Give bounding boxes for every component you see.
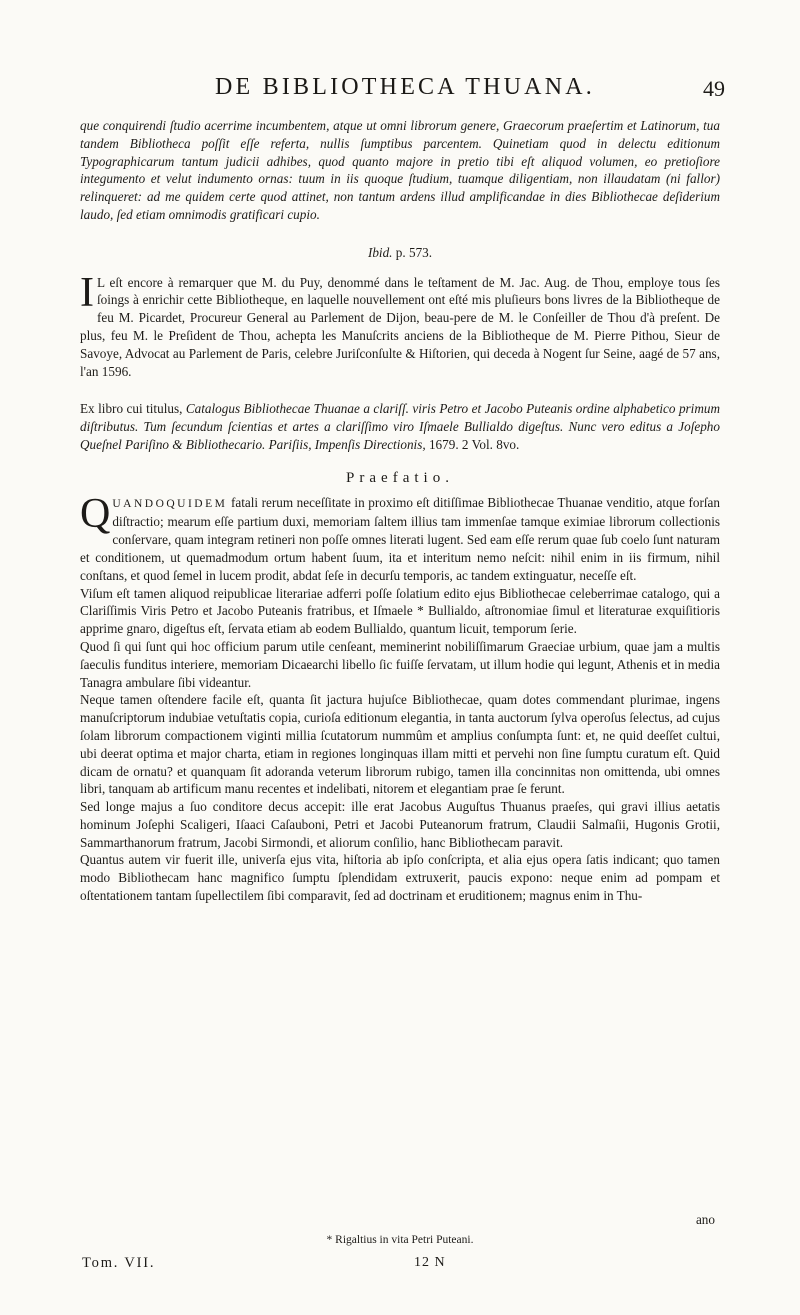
drop-cap-I: I [80, 269, 94, 316]
gathering-mark: 12 N [414, 1255, 446, 1270]
praefatio-paragraph-6: Quantus autem vir fuerit ille, univerſa ejus vita, hiſtoria ab ipſo conſcripta, et alia ejus opera ſatis indicant; quo tamen modo Bibliothecam hanc magnifico ſumptu ſplendidam extruxerit, paucis expono: neque enim ad pompam et oſtentationem tantam ſupellectilem ſibi comparavit, ſed ad doctrinam et eruditionem; magnus enim in Thu- [80, 852, 720, 904]
catalogue-title: Catalogus Bibliothecae Thuanae a clariſſ. viris Petro et Jacobo Puteanis ordine alphabetico primum diſtributus. Tum ſecundum ſcientias et artes a clariſſimo viro Iſmaele Bullialdo digeſtus. Nunc vero editus a Joſepho Queſnel Pariſino & Bibliothecario. Pariſiis, Impenſis Directionis, [80, 401, 720, 452]
french-paragraph [80, 269, 720, 381]
ex-libro-tail: 1679. 2 Vol. 8vo. [425, 436, 520, 452]
praefatio-heading: Praefatio. [346, 469, 454, 486]
praefatio-paragraph-2: Viſum eſt tamen aliquod reipublicae literariae adferri poſſe ſolatium edito ejus Bibliothecae celeberrimae catalogo, qui a Clariſſimis Viris Petro et Jacobo Puteanis fratribus, et Iſmaele * Bullialdo, aſtronomiae ſimul et literaturae exquiſitioris apprime gnaro, digeſtus eſt, ſervata etiam ab eodem Bullialdo, quantum licuit, temporum ſerie. [80, 585, 720, 637]
running-head [0, 74, 800, 104]
catchword: ano [695, 1212, 715, 1227]
praefatio-paragraph-5: Sed longe majus a ſuo conditore decus accepit: ille erat Jacobus Auguſtus Thuanus praeſes, qui gravi illius aetatis hominum Joſephi Scaligeri, Iſaaci Caſauboni, Petri et Jacobi Puteanorum fratrum, Claudii Salmaſii, Hugonis Grotii, Sammarthanorum fratrum, Jacobi Sirmondi, et aliorum conſilio, hanc Bibliothecam paravit. [80, 799, 720, 850]
footnote: * Rigaltius in vita Petri Puteani. [326, 1234, 474, 1246]
body-text [80, 117, 720, 905]
drop-cap-Q: Q [80, 490, 111, 537]
ibid-label: Ibid. [367, 244, 393, 260]
praefatio-opening-word: UANDOQUIDEM [112, 497, 228, 510]
ex-libro-paragraph [80, 400, 720, 453]
praefatio-paragraph-3: Quod ſi qui ſunt qui hoc officium parum utile cenſeant, meminerint nobiliſſimarum Graeciae urbium, quae jam a multis ſaeculis funditus interiere, memoriam Dicaearchi libello ſic fuiſſe ſervatam, ut illum hodie qui legunt, Athenis et in media Tanagra ambulare ſibi videantur. [80, 638, 720, 690]
volume-signature: Tom. VII. [82, 1255, 156, 1271]
page-reference [80, 244, 720, 262]
running-title: DE BIBLIOTHECA THUANA. [215, 74, 595, 100]
reference-page: p. 573. [395, 244, 433, 260]
praefatio-paragraph-1-text: fatali rerum neceſſitate in proximo eſt ditiſſimae Bibliothecae Thuanae venditio, atque forſan diſtractio; mearum eſſe partium duxi, memoriam ſaltem illius tam immenſae tamque eximiae librorum collectionis conſervare, quam integram retineri non poſſe omnes literati lugent. Sed eam eſſe rerum quae ſub coelo ſunt naturam et conditionem, ut quemadmodum ortum habent ſuum, ita et interitum nemo neſcit: nihil enim in iis firmum, nihil conſtans, et quod ſemel in lucem prodit, abdat ſeſe in decurſu temporis, ac tandem extinguatur, neceſſe eſt. [80, 494, 721, 583]
praefatio-paragraph-4: Neque tamen oſtendere facile eſt, quanta ſit jactura hujuſce Bibliothecae, quam dotes commendant plurimae, ingens manuſcriptorum indubiae vetuſtatis copia, curioſa editionum elegantia, in tanta auctorum ſylva operoſus ſelectus, ad cujus ſolam librorum compactionem viginti millia ſcutatorum nummûm et amplius conſumpta ſunt: et, ne quid deeſſet cultui, ubi deerat optima et major charta, etiam in regiones longinquas illam mitti et pervehi non ſine ſumptu curatum eſt. Quid dicam de ornatu? et quanquam ſit adoranda veterum librorum rubigo, tamen illa concinnitas non omittenda, ubi omnes libri, tanquam ab artificum manu recentes et indelibati, nitorem et elegantiam prae ſe ferunt. [80, 692, 720, 797]
french-paragraph-text: L eſt encore à remarquer que M. du Puy, denommé dans le teſtament de M. Jac. Aug. de Thou, employe tous ſes ſoings à enrichir cette Bibliotheque, en laquelle nouvellement ont eſté mis pluſieurs bons livres de la Bibliotheque de feu M. Picardet, Procureur General au Parlement de Dijon, beau-pere de M. le Conſeiller de Thou d'à preſent. De plus, feu M. le Preſident de Thou, achepta les Manuſcrits anciens de la Bibliotheque de M. Pierre Pithou, Sieur de Savoye, Advocat au Parlement de Paris, celebre Juriſconſulte & Hiſtorien, qui deceda à Nogent ſur Seine, aagé de 57 ans, l'an 1596. [80, 274, 720, 379]
page-number: 49 [703, 76, 725, 101]
ex-libro-lead: Ex libro cui titulus, [80, 401, 186, 417]
praefatio-paragraph-1 [80, 490, 721, 585]
letter-continuation: que conquirendi ſtudio acerrime incumbentem, atque ut omni librorum genere, Graecorum praeſertim et Latinorum, tua tandem Bibliotheca poſſit eſſe referta, nullis ſumptibus parcentem. Quinetiam quod in delectu editionum Typographicarum tantum judicii adhibes, quod quanto majore in pretio tibi eſt aliquod volumen, eo pretioſiore integumento et velut indumento ornas: tuum in iis quoque ſtudium, tuamque diligentiam, non illaudatam (ni fallor) relinqueret: ad me quidem certe quod attinet, non tantum ardens illud amplificandae in dies Bibliothecae deſiderium laudo, ſed etiam omnimodis gratificari cupio. [80, 118, 720, 222]
